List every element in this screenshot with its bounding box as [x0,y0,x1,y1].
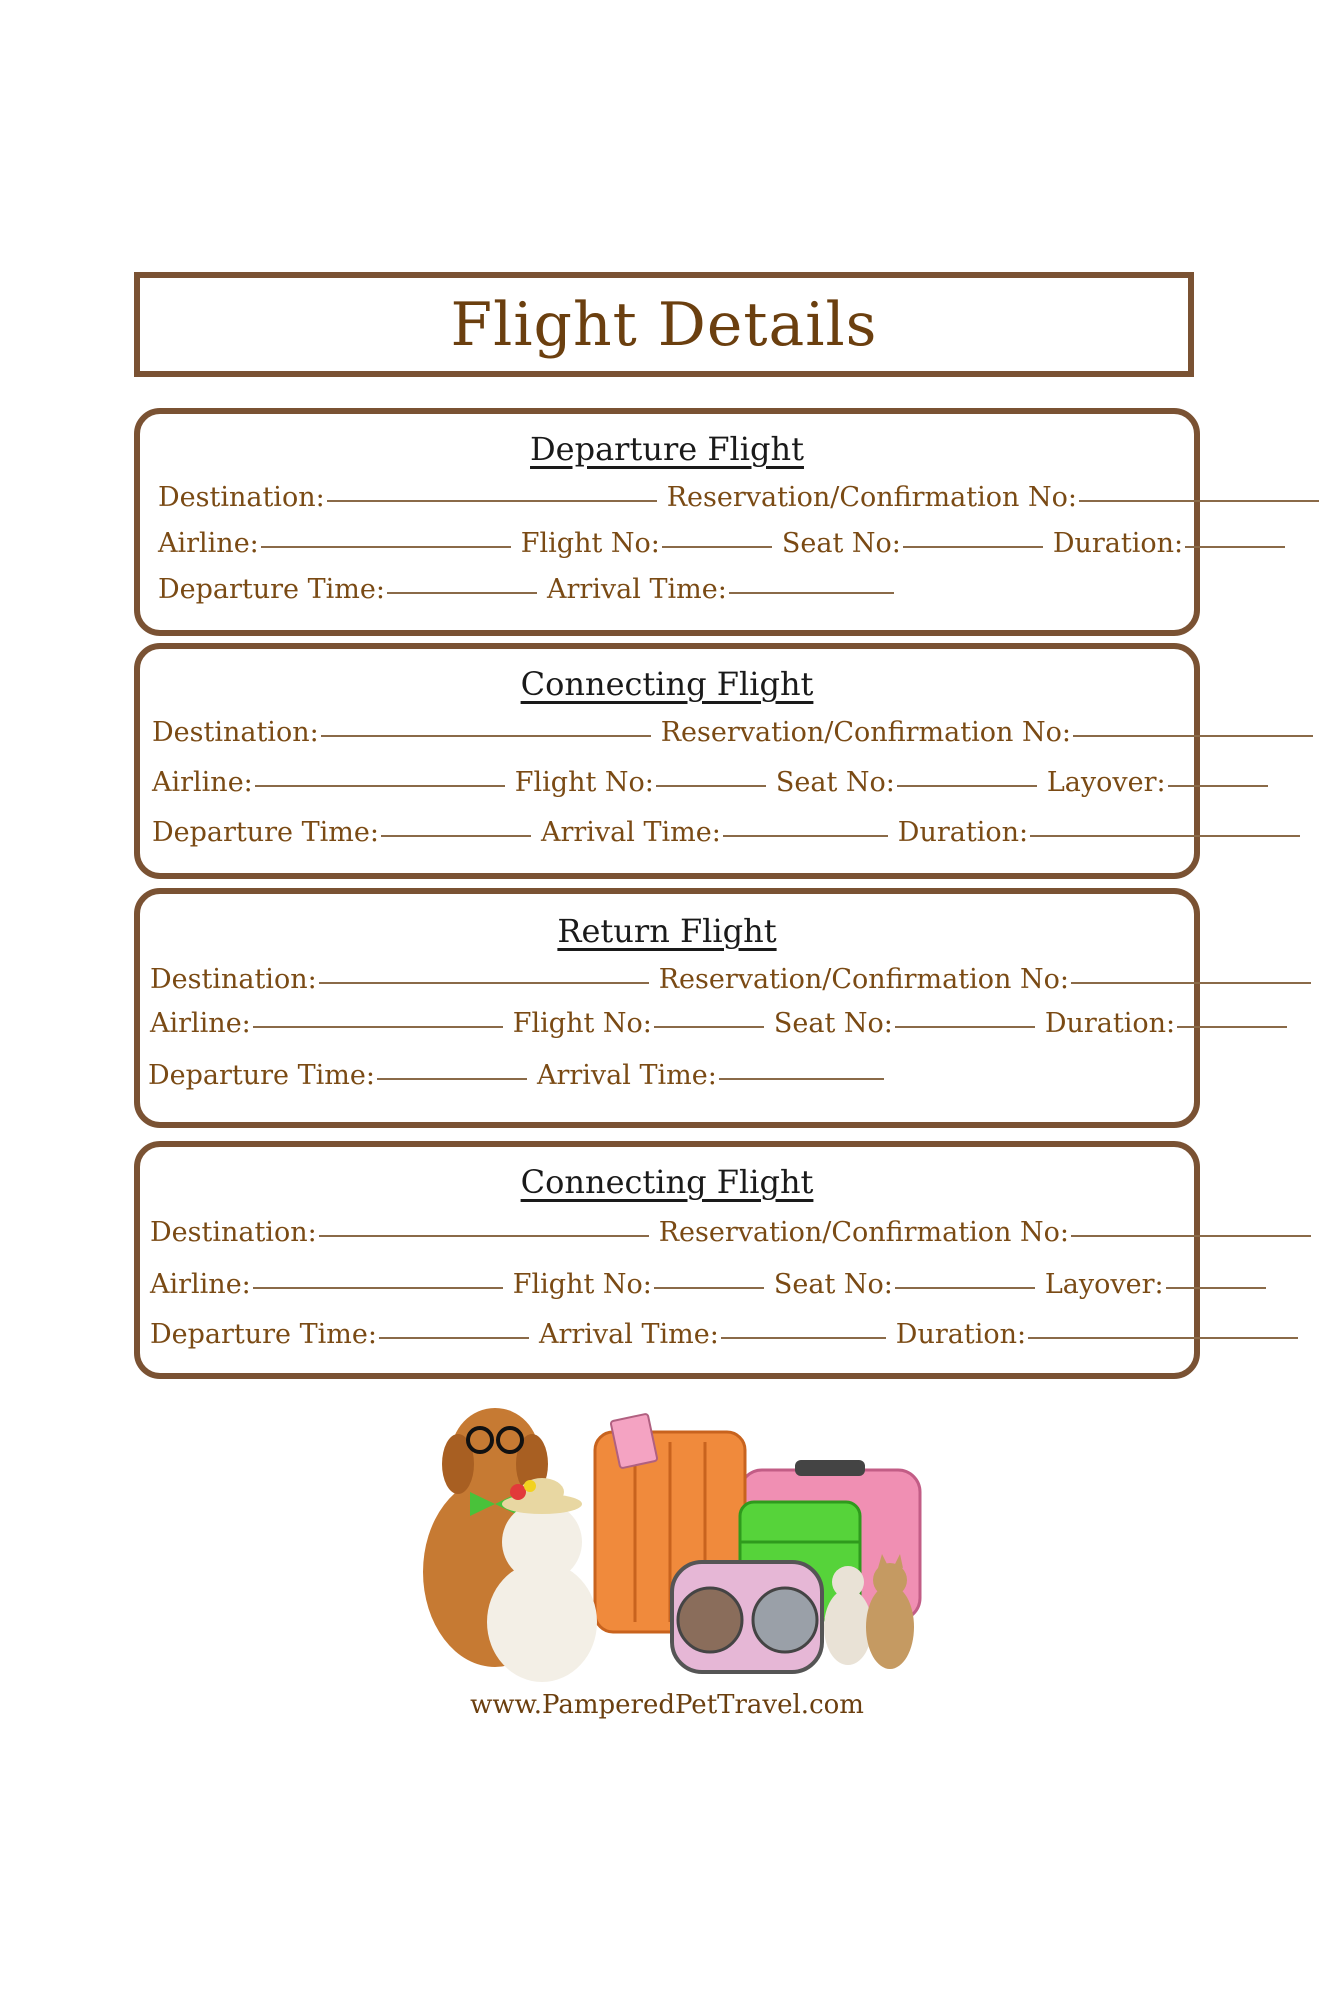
field-label: Arrival Time: [538,1319,719,1350]
field-label: Departure Time: [158,574,385,605]
pets-luggage-illustration [400,1382,940,1682]
field-label: Reservation/Confirmation No: [658,1217,1069,1248]
destination-blank[interactable] [319,980,649,984]
field-label: Duration: [1044,1008,1176,1039]
field-label: Airline: [150,1269,251,1300]
field-label: Arrival Time: [540,817,721,848]
reservation-blank[interactable] [1071,980,1311,984]
airline-blank[interactable] [261,544,511,548]
field-label: Seat No: [773,1008,893,1039]
reservation-blank[interactable] [1079,498,1319,502]
destination-blank[interactable] [319,1233,649,1237]
flight-no-blank[interactable] [654,1024,764,1028]
field-label: Duration: [897,817,1029,848]
footer-url[interactable]: www.PamperedPetTravel.com [470,1690,864,1720]
seat-no-blank[interactable] [897,783,1037,787]
field-label: Layover: [1044,1269,1164,1300]
reservation-blank[interactable] [1071,1233,1311,1237]
arrival-time-blank[interactable] [721,1335,886,1339]
field-label: Flight No: [520,528,660,559]
reservation-blank[interactable] [1073,733,1313,737]
layover-blank[interactable] [1168,783,1268,787]
duration-blank[interactable] [1030,833,1300,837]
departure-time-blank[interactable] [377,1076,527,1080]
section-connecting-flight-1 [134,643,1200,879]
destination-blank[interactable] [321,733,651,737]
field-label: Seat No: [781,528,901,559]
layover-blank[interactable] [1166,1285,1266,1289]
page-title: Flight Details [450,289,878,360]
seat-no-blank[interactable] [895,1285,1035,1289]
field-label: Arrival Time: [536,1060,717,1091]
field-label: Layover: [1046,767,1166,798]
field-label: Arrival Time: [546,574,727,605]
section-return-flight [134,888,1200,1128]
section-connecting-flight-2 [134,1141,1200,1379]
field-label: Departure Time: [152,817,379,848]
departure-time-blank[interactable] [387,590,537,594]
seat-no-blank[interactable] [903,544,1043,548]
section-departure-flight [134,408,1200,636]
field-label: Airline: [158,528,259,559]
field-label: Seat No: [773,1269,893,1300]
field-label: Destination: [158,482,325,513]
field-label: Airline: [152,767,253,798]
arrival-time-blank[interactable] [729,590,894,594]
field-label: Departure Time: [148,1060,375,1091]
field-label: Reservation/Confirmation No: [660,717,1071,748]
flight-no-blank[interactable] [662,544,772,548]
airline-blank[interactable] [253,1024,503,1028]
field-label: Duration: [895,1319,1027,1350]
field-label: Flight No: [512,1269,652,1300]
duration-blank[interactable] [1177,1024,1287,1028]
seat-no-blank[interactable] [895,1024,1035,1028]
destination-blank[interactable] [327,498,657,502]
field-label: Destination: [150,964,317,995]
field-label: Flight No: [512,1008,652,1039]
arrival-time-blank[interactable] [719,1076,884,1080]
title-box [134,272,1194,377]
duration-blank[interactable] [1028,1335,1298,1339]
field-label: Airline: [150,1008,251,1039]
field-label: Seat No: [775,767,895,798]
field-label: Departure Time: [150,1319,377,1350]
section-heading: Connecting Flight [520,665,814,703]
field-label: Reservation/Confirmation No: [658,964,1069,995]
field-label: Duration: [1052,528,1184,559]
field-label: Reservation/Confirmation No: [666,482,1077,513]
airline-blank[interactable] [253,1285,503,1289]
departure-time-blank[interactable] [381,833,531,837]
duration-blank[interactable] [1185,544,1285,548]
flight-no-blank[interactable] [656,783,766,787]
flight-no-blank[interactable] [654,1285,764,1289]
arrival-time-blank[interactable] [723,833,888,837]
section-heading: Connecting Flight [520,1163,814,1201]
section-heading: Departure Flight [530,430,804,468]
departure-time-blank[interactable] [379,1335,529,1339]
section-heading: Return Flight [557,912,777,950]
airline-blank[interactable] [255,783,505,787]
field-label: Destination: [150,1217,317,1248]
field-label: Destination: [152,717,319,748]
field-label: Flight No: [514,767,654,798]
